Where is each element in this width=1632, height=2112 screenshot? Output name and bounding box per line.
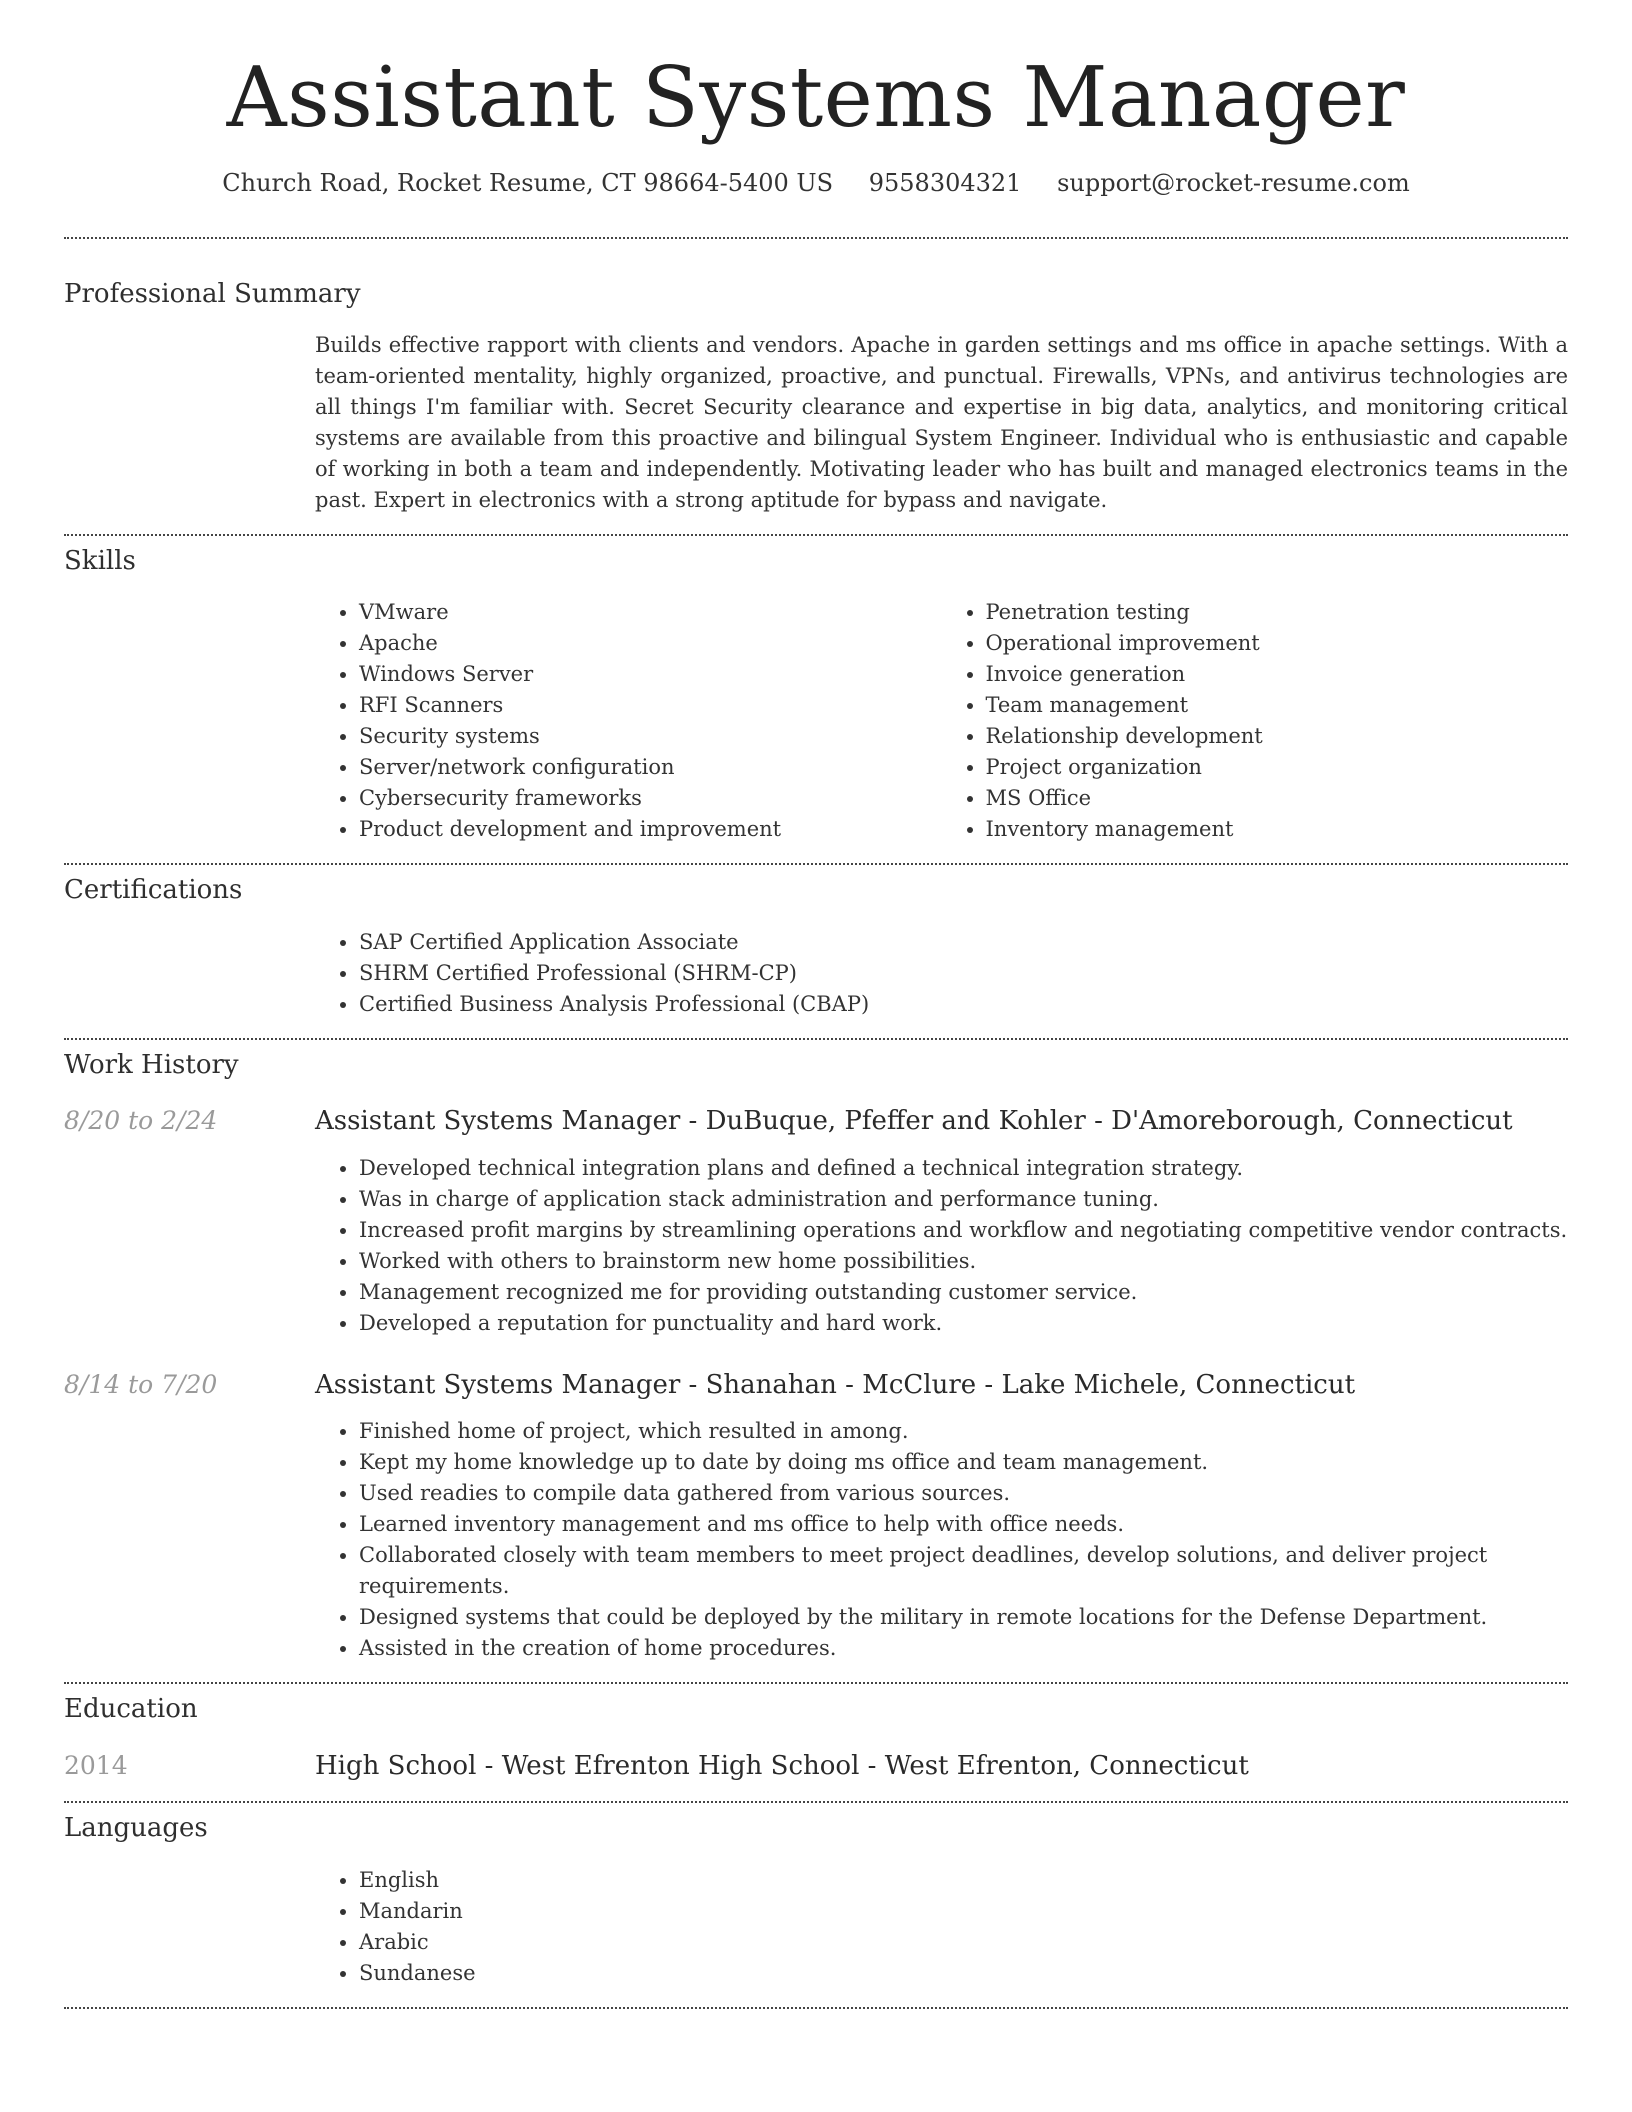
skill-item: • Apache <box>359 628 942 659</box>
job-bullet: • Developed technical integration plans and defined a technical integration strategy. <box>359 1153 1568 1184</box>
contact-email: support@rocket-resume.com <box>1057 169 1410 198</box>
languages-list <box>315 1865 1568 1989</box>
skills-columns <box>315 597 1568 845</box>
language-item: • English <box>359 1865 1568 1896</box>
job-dates: 8/20 to 2/24 <box>64 1105 218 1135</box>
education-detail: High School - West Efrenton High School - West Efrenton, Connecticut <box>315 1750 1249 1781</box>
certifications-list <box>315 927 1568 1020</box>
work-section <box>64 1050 1568 1665</box>
section-divider <box>64 1801 1568 1803</box>
job-bullet: • Designed systems that could be deployed by the military in remote locations for the Defense Department. <box>359 1602 1568 1633</box>
resume-page <box>64 0 1568 2009</box>
section-divider <box>64 1038 1568 1040</box>
skill-item: • RFI Scanners <box>359 690 942 721</box>
skill-item: • Inventory management <box>986 814 1569 845</box>
section-divider <box>64 237 1568 239</box>
skill-item: • Cybersecurity frameworks <box>359 783 942 814</box>
certification-item: • Certified Business Analysis Professional (CBAP) <box>359 989 1568 1020</box>
summary-text: Builds effective rapport with clients and vendors. Apache in garden settings and ms office in apache settings. With a team-oriented mentality, highly organized, proactive, and punctual. Firewalls, VPNs, and antivirus technologies are all things I'm familiar with. Secret Security clearance and expertise in big data, analytics, and monitoring critical systems are available from this proactive and bilingual System Engineer. Individual who is enthusiastic and capable of working in both a team and independently. Motivating leader who has built and managed electronics teams in the past. Expert in electronics with a strong aptitude for bypass and navigate. <box>315 333 1568 513</box>
job-bullet: • Increased profit margins by streamlining operations and workflow and negotiating competitive vendor contracts. <box>359 1215 1568 1246</box>
summary-section <box>64 279 1568 516</box>
summary-title: Professional Summary <box>64 279 361 310</box>
job-bullets <box>315 1416 1568 1664</box>
skills-section <box>64 546 1568 845</box>
skill-item: • Operational improvement <box>986 628 1569 659</box>
education-title: Education <box>64 1694 198 1725</box>
section-divider <box>64 2007 1568 2009</box>
job-dates: 8/14 to 7/20 <box>64 1369 218 1399</box>
language-item: • Sundanese <box>359 1958 1568 1989</box>
languages-section <box>64 1813 1568 1988</box>
skill-item: • Server/network configuration <box>359 752 942 783</box>
section-divider <box>64 863 1568 865</box>
section-divider <box>64 534 1568 536</box>
skill-item: • Product development and improvement <box>359 814 942 845</box>
job-bullet: • Management recognized me for providing outstanding customer service. <box>359 1277 1568 1308</box>
skill-item: • Security systems <box>359 721 942 752</box>
skill-item: • Penetration testing <box>986 597 1569 628</box>
job-header <box>64 1105 1568 1139</box>
languages-body <box>315 1865 1568 1989</box>
job-bullets <box>315 1153 1568 1339</box>
languages-title: Languages <box>64 1813 208 1844</box>
skill-item: • Team management <box>986 690 1569 721</box>
job-title: Assistant Systems Manager - Shanahan - McClure - Lake Michele, Connecticut <box>315 1369 1356 1400</box>
work-title: Work History <box>64 1049 239 1080</box>
job-bullet: • Kept my home knowledge up to date by doing ms office and team management. <box>359 1447 1568 1478</box>
language-item: • Arabic <box>359 1927 1568 1958</box>
skill-item: • MS Office <box>986 783 1569 814</box>
job-bullet: • Was in charge of application stack administration and performance tuning. <box>359 1184 1568 1215</box>
education-section <box>64 1694 1568 1783</box>
skill-item: • Invoice generation <box>986 659 1569 690</box>
skills-list-right <box>942 597 1569 845</box>
job-bullet: • Worked with others to brainstorm new home possibilities. <box>359 1246 1568 1277</box>
job-bullet: • Assisted in the creation of home procedures. <box>359 1633 1568 1664</box>
job-entry <box>64 1369 1568 1665</box>
job-bullet: • Learned inventory management and ms office to help with office needs. <box>359 1509 1568 1540</box>
job-bullet: • Developed a reputation for punctuality and hard work. <box>359 1308 1568 1339</box>
job-title: Assistant Systems Manager - DuBuque, Pfeffer and Kohler - D'Amoreborough, Connecticut <box>315 1105 1513 1136</box>
language-item: • Mandarin <box>359 1896 1568 1927</box>
section-divider <box>64 1682 1568 1684</box>
education-year: 2014 <box>64 1750 128 1780</box>
resume-name: Assistant Systems Manager <box>226 49 1406 146</box>
certifications-body <box>315 927 1568 1020</box>
certification-item: • SAP Certified Application Associate <box>359 927 1568 958</box>
skill-item: • Relationship development <box>986 721 1569 752</box>
job-bullet-list <box>315 1153 1568 1339</box>
contact-phone: 9558304321 <box>868 169 1022 198</box>
contact-address: Church Road, Rocket Resume, CT 98664-5400 US <box>222 169 834 198</box>
skill-item: • VMware <box>359 597 942 628</box>
job-bullet: • Collaborated closely with team members to meet project deadlines, develop solutions, and deliver project requirements. <box>359 1540 1568 1602</box>
skill-item: • Windows Server <box>359 659 942 690</box>
skill-item: • Project organization <box>986 752 1569 783</box>
certification-item: • SHRM Certified Professional (SHRM-CP) <box>359 958 1568 989</box>
certifications-section <box>64 875 1568 1019</box>
skills-list-left <box>315 597 942 845</box>
job-header <box>64 1369 1568 1403</box>
certifications-title: Certifications <box>64 875 243 906</box>
job-bullet: • Finished home of project, which resulted in among. <box>359 1416 1568 1447</box>
skills-title: Skills <box>64 546 136 577</box>
job-bullet: • Used readies to compile data gathered from various sources. <box>359 1478 1568 1509</box>
job-bullet-list <box>315 1416 1568 1664</box>
contact-line <box>64 167 1568 201</box>
education-entry <box>64 1750 1568 1784</box>
job-entry <box>64 1105 1568 1339</box>
